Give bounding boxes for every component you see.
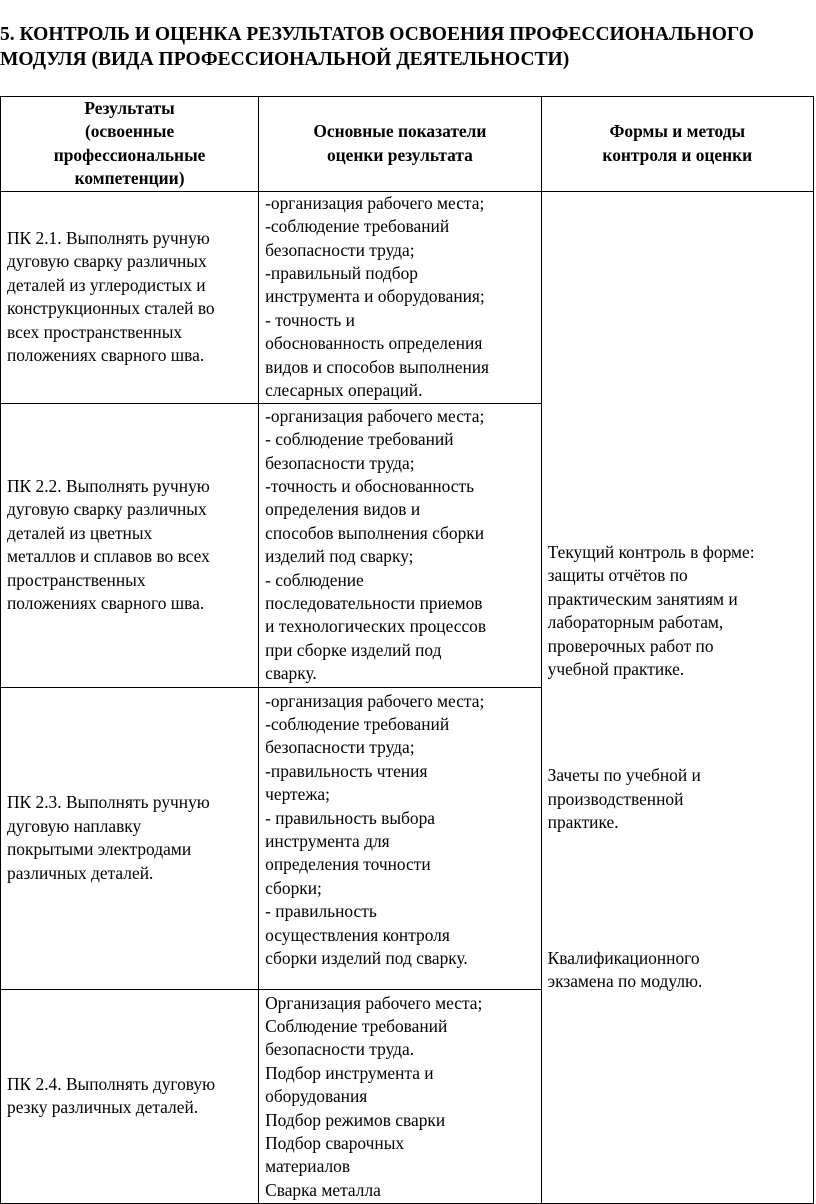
cell-line: последовательности приемов [265,592,483,613]
cell-line: учебной практике. [547,658,685,679]
cell-line: различных деталей. [7,862,154,883]
cell-line: - соблюдение [265,569,364,590]
cell-line: безопасности труда; [265,452,415,473]
indicators-cell [259,687,542,989]
cell-line: лабораторным работам, [547,612,724,633]
cell-line: обоснованность определения [265,333,483,354]
cell-line: - точность и [265,309,355,330]
indicators-cell [259,403,542,687]
cell-line: безопасности труда; [265,737,415,758]
cell-line: при сборке изделий под [265,639,442,660]
forms-gap [548,835,807,947]
assessment-table [0,96,814,1204]
cell-line: ПК 2.1. Выполнять ручную [7,227,210,248]
page-title [0,22,810,72]
header-text: компетенции) [74,168,185,189]
header-text: Результаты [84,98,175,118]
cell-line: ПК 2.3. Выполнять ручную [7,792,210,813]
cell-line: пространственных [7,569,146,590]
cell-line: резку различных деталей. [7,1097,199,1118]
cell-line: материалов [265,1156,351,1177]
cell-line: ПК 2.4. Выполнять дуговую [7,1073,216,1094]
result-cell [1,191,259,403]
cell-line: сборки; [265,877,322,898]
forms-cell [541,191,813,1203]
cell-line: покрытыми электродами [7,839,192,860]
cell-line: -правильность чтения [265,760,428,781]
header-forms [541,97,813,192]
cell-line: -правильный подбор [265,263,418,284]
cell-line: Сварка металла [265,1179,381,1200]
cell-line: защиты отчётов по [547,565,688,586]
cell-line: -организация рабочего места; [265,405,485,426]
cell-line: -точность и обоснованность [265,475,475,496]
header-text: Формы и методы [609,121,746,142]
cell-line: дуговую наплавку [7,815,142,836]
forms-top-gap [548,401,807,541]
cell-line: дуговую сварку различных [7,499,207,520]
header-indicators [259,97,542,192]
header-results [1,97,259,192]
cell-line: Подбор режимов сварки [265,1109,446,1130]
forms-gap [548,681,807,764]
header-text: профессиональные [53,144,206,165]
header-text: оценки результата [326,144,473,165]
cell-line: безопасности труда; [265,239,415,260]
cell-line: -организация рабочего места; [265,192,485,213]
cell-line: производственной [547,788,684,809]
cell-line: способов выполнения сборки [265,522,485,543]
table-row [1,191,814,403]
cell-line: - правильность [265,901,377,922]
header-text: (освоенные [84,121,175,142]
header-text: Основные показатели [313,121,487,142]
cell-line: деталей из цветных [7,522,153,543]
cell-line: Подбор сварочных [265,1133,405,1154]
cell-line: положениях сварного шва. [7,592,205,613]
cell-line: безопасности труда. [265,1039,415,1060]
cell-line: Организация рабочего места; [265,992,483,1013]
cell-line: Текущий контроль в форме: [547,541,755,562]
cell-line: -соблюдение требований [265,714,450,735]
cell-line: оборудования [265,1086,368,1107]
cell-line: всех пространственных [7,321,183,342]
cell-line: - соблюдение требований [265,429,454,450]
cell-line: и технологических процессов [265,616,487,637]
cell-line: положениях сварного шва. [7,344,205,365]
cell-line: сборки изделий под сварку. [265,948,468,969]
result-cell [1,403,259,687]
cell-line: инструмента для [265,831,390,852]
cell-line: Соблюдение требований [265,1016,448,1037]
cell-line: изделий под сварку; [265,546,414,567]
indicators-cell [259,191,542,403]
cell-line: конструкционных сталей во [7,298,215,319]
cell-line: проверочных работ по [547,635,714,656]
cell-line: ПК 2.2. Выполнять ручную [7,475,210,496]
cell-line: определения видов и [265,499,421,520]
cell-line: Зачеты по учебной и [547,765,701,786]
cell-line: видов и способов выполнения [265,356,490,377]
cell-line: - правильность выбора [265,807,435,828]
cell-line: деталей из углеродистых и [7,274,206,295]
cell-line: инструмента и оборудования; [265,286,485,307]
cell-line: дуговую сварку различных [7,251,207,272]
cell-line: слесарных операций. [265,380,423,401]
cell-line: практике. [547,812,619,833]
cell-line: чертежа; [265,784,330,805]
result-cell [1,989,259,1203]
header-text: контроля и оценки [602,144,753,165]
result-cell [1,687,259,989]
cell-line: экзамена по модулю. [547,970,703,991]
cell-line: Квалификационного [547,947,700,968]
cell-line: -организация рабочего места; [265,690,485,711]
cell-line: -соблюдение требований [265,216,450,237]
cell-line: осуществления контроля [265,924,450,945]
cell-line: металлов и сплавов во всех [7,546,210,567]
table-header-row [1,97,814,192]
cell-line: сварку. [265,663,317,684]
cell-line: Подбор инструмента и [265,1062,434,1083]
title-line-2: МОДУЛЯ (ВИДА ПРОФЕССИОНАЛЬНОЙ ДЕЯТЕЛЬНОСТИ) [0,49,570,70]
indicators-cell [259,989,542,1203]
title-line-1: 5. КОНТРОЛЬ И ОЦЕНКА РЕЗУЛЬТАТОВ ОСВОЕНИЯ ПРОФЕССИОНАЛЬНОГО [0,24,754,45]
cell-line: определения точности [265,854,431,875]
cell-line: практическим занятиям и [547,588,738,609]
